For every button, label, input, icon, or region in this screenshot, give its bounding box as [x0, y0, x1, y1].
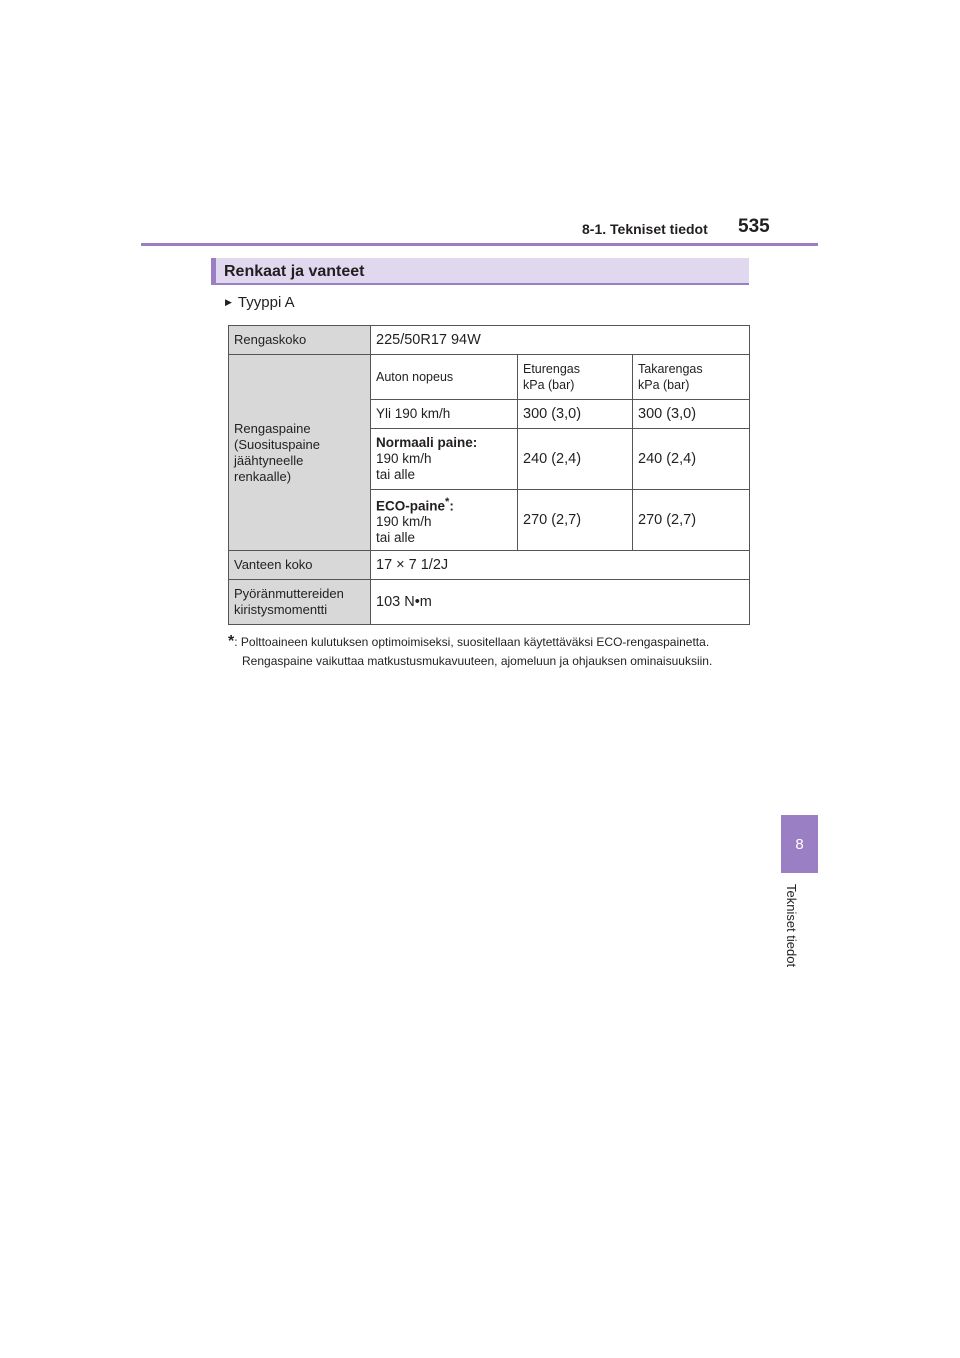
triangle-bullet-icon: ▶ — [225, 297, 232, 307]
col-header-front-line1: Eturengas — [523, 362, 580, 376]
table-row — [229, 326, 750, 355]
rear-pressure-cell: 270 (2,7) — [633, 490, 750, 551]
pressure-label-line: Rengaspaine — [234, 420, 311, 436]
section-heading: Renkaat ja vanteet — [211, 258, 749, 285]
eco-colon: : — [449, 498, 454, 514]
pressure-label — [229, 355, 371, 551]
col-header-rear-line1: Takarengas — [638, 362, 703, 376]
chapter-side-label: Tekniset tiedot — [784, 884, 799, 968]
pressure-label-line: (Suosituspaine — [234, 436, 320, 452]
table-row — [229, 580, 750, 625]
speed-line: tai alle — [376, 467, 416, 482]
front-pressure-cell: 240 (2,4) — [518, 429, 633, 490]
col-header-front-line2: kPa (bar) — [523, 378, 575, 392]
footnote-star-icon: * — [228, 633, 235, 650]
footnote-line1: : Polttoaineen kulutuksen optimoimiseksi, suositellaan käytettäväksi ECO-rengaspainetta. — [234, 635, 710, 649]
col-header-front — [518, 355, 633, 400]
col-header-rear-line2: kPa (bar) — [638, 378, 690, 392]
header-divider — [141, 243, 818, 246]
speed-cell: Yli 190 km/h — [371, 400, 518, 429]
footnote-star-icon: * — [445, 495, 450, 508]
torque-label — [229, 580, 371, 625]
col-header-speed: Auton nopeus — [371, 355, 518, 400]
torque-value: 103 N•m — [371, 580, 750, 625]
speed-cell — [371, 429, 518, 490]
footnote-line2: Rengaspaine vaikuttaa matkustusmukavuuteen, ajomeluun ja ohjauksen ominaisuuksiin. — [242, 654, 713, 668]
front-pressure-cell: 270 (2,7) — [518, 490, 633, 551]
page-number: 535 — [738, 216, 770, 237]
speed-line: 190 km/h — [376, 451, 432, 466]
tire-spec-table — [228, 325, 750, 625]
pressure-label-line: jäähtyneelle — [234, 452, 304, 468]
speed-cell — [371, 490, 518, 551]
rim-size-value: 17 × 7 1/2J — [371, 551, 750, 580]
pressure-label-line: renkaalle) — [234, 468, 292, 484]
rear-pressure-cell: 300 (3,0) — [633, 400, 750, 429]
front-pressure-cell: 300 (3,0) — [518, 400, 633, 429]
footnote — [228, 632, 758, 671]
tire-size-value: 225/50R17 94W — [371, 326, 750, 355]
chapter-tab: 8 — [781, 815, 818, 873]
torque-label-line: kiristysmomentti — [234, 602, 328, 617]
rim-size-label: Vanteen koko — [229, 551, 371, 580]
tire-size-label: Rengaskoko — [229, 326, 371, 355]
speed-line: 190 km/h — [376, 514, 432, 530]
rear-pressure-cell: 240 (2,4) — [633, 429, 750, 490]
type-label — [225, 294, 295, 311]
normal-pressure-label: Normaali paine: — [376, 435, 478, 450]
eco-pressure-label: ECO-paine — [376, 498, 446, 514]
table-row — [229, 355, 750, 400]
type-label-text: Tyyppi A — [237, 294, 295, 311]
col-header-rear — [633, 355, 750, 400]
speed-line: tai alle — [376, 530, 416, 546]
table-row — [229, 551, 750, 580]
torque-label-line: Pyöränmuttereiden — [234, 586, 344, 601]
header-section-title: 8-1. Tekniset tiedot — [582, 221, 708, 237]
